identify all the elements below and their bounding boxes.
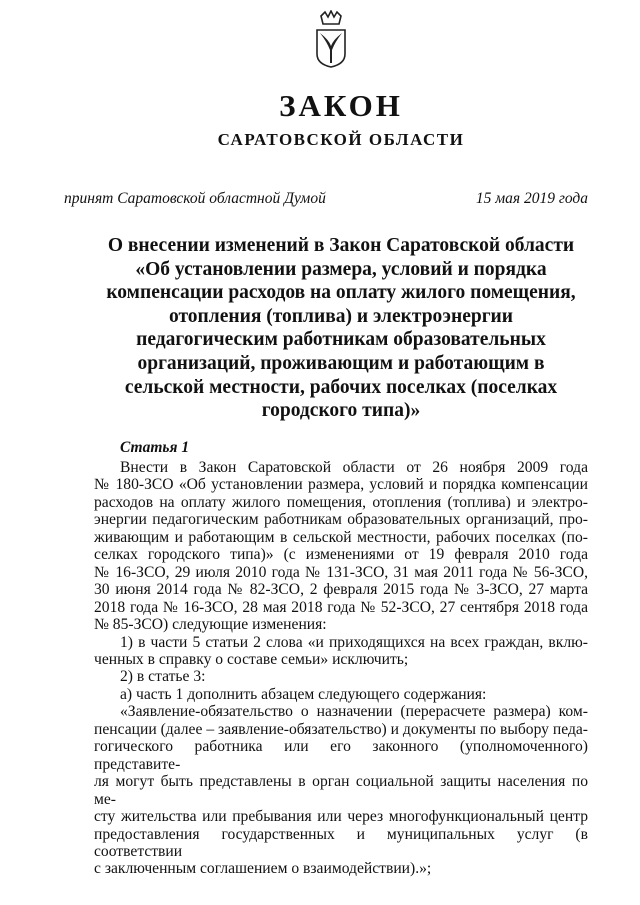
adoption-date: 15 мая 2019 года — [475, 190, 588, 207]
paragraph-line: предоставления государственных и муниципальных услуг (в соответствии — [94, 825, 588, 860]
paragraph-line: 30 июня 2014 года № 82-ЗСО, 2 февраля 2015 года № 3-ЗСО, 27 марта — [94, 581, 588, 599]
heading-line: «Об установлении размера, условий и порядка — [135, 258, 547, 280]
paragraph-line: Внести в Закон Саратовской области от 26 ноября 2009 года — [120, 459, 588, 476]
paragraph-line: 1) в части 5 статьи 2 слова «и приходящихся на всех граждан, вклю- — [120, 633, 588, 651]
paragraph-line: 2018 года № 16-ЗСО, 28 мая 2018 года № 52-ЗСО, 27 сентября 2018 года — [94, 598, 588, 616]
paragraph-line: с заключенным соглашением о взаимодействии).»; — [94, 860, 432, 878]
paragraph-line: «Заявление-обязательство о назначении (перерасчете размера) ком- — [120, 703, 588, 721]
heading-line: сельской местности, рабочих поселках (поселках — [124, 376, 558, 398]
paragraph-line: живающим и работающим в сельской местности, рабочих поселках (по- — [94, 528, 588, 546]
paragraph-line: сту жительства или пребывания или через многофункциональный центр — [94, 808, 588, 826]
paragraph-line: № 180-ЗСО «Об установлении размера, условий и порядка компенсации — [94, 476, 588, 494]
paragraph-line: ля могут быть представлены в орган социальной защиты населения по ме- — [94, 773, 588, 808]
paragraph-line: № 16-ЗСО, 29 июля 2010 года № 131-ЗСО, 31 мая 2011 года № 56-ЗСО, — [94, 563, 588, 581]
article-title: Статья 1 — [120, 439, 190, 456]
law-heading — [94, 234, 588, 423]
paragraph-line: энергии педагогическим работникам образовательных организаций, про- — [94, 511, 588, 529]
paragraph-line: ченных в справку о составе семьи» исключить; — [94, 650, 409, 668]
article-body — [94, 459, 588, 878]
paragraph-line: селках городского типа)» (с изменениями от 19 февраля 2010 года — [94, 546, 588, 564]
heading-line: отопления (топлива) и электроэнергии — [168, 305, 514, 327]
heading-line: О внесении изменений в Закон Саратовской области — [107, 235, 575, 256]
coat-of-arms-icon — [313, 10, 349, 68]
adopted-by: принят Саратовской областной Думой — [64, 190, 326, 207]
heading-line: компенсации расходов на оплату жилого помещения, — [106, 282, 576, 304]
paragraph-line: пенсации (далее – заявление-обязательство) и документы по выбору педа- — [94, 720, 588, 738]
heading-line: организаций, проживающим и работающим в — [137, 352, 545, 374]
heading-line: педагогическим работникам образовательных — [136, 329, 546, 351]
paragraph-line: 2) в статье 3: — [120, 668, 206, 686]
paragraph-line: а) часть 1 дополнить абзацем следующего содержания: — [120, 685, 487, 703]
paragraph-line: расходов на оплату жилого помещения, отопления (топлива) и электро- — [94, 493, 588, 511]
region-title: САРАТОВСКОЙ ОБЛАСТИ — [217, 130, 465, 149]
heading-line: городского типа)» — [261, 400, 421, 422]
paragraph-line: гогического работника или его законного (уполномоченного) представите- — [94, 738, 588, 773]
document-type-title: ЗАКОН — [279, 88, 403, 123]
paragraph-line: № 85-ЗСО) следующие изменения: — [94, 616, 327, 634]
